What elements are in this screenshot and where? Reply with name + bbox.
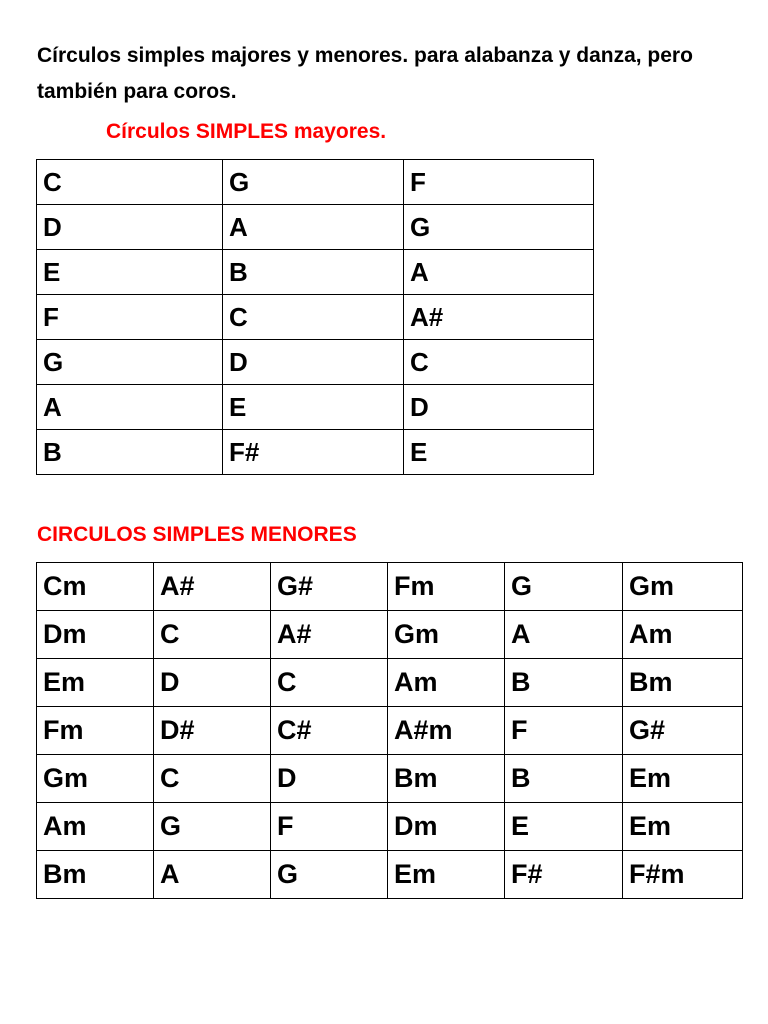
- table-row: [37, 430, 594, 475]
- chord-cell: Am: [623, 611, 743, 659]
- major-heading: Círculos SIMPLES mayores.: [106, 120, 387, 143]
- chord-cell: Am: [388, 659, 505, 707]
- chord-cell: A#: [271, 611, 388, 659]
- chord-cell: F#: [505, 851, 623, 899]
- chord-cell: E: [37, 250, 223, 295]
- chord-cell: F: [404, 160, 594, 205]
- chord-cell: E: [505, 803, 623, 851]
- chord-cell: A: [37, 385, 223, 430]
- chord-cell: G: [37, 340, 223, 385]
- table-row: [37, 611, 743, 659]
- chord-cell: Cm: [37, 563, 154, 611]
- chord-cell: A: [404, 250, 594, 295]
- table-row: [37, 205, 594, 250]
- chord-cell: B: [505, 659, 623, 707]
- chord-cell: Bm: [623, 659, 743, 707]
- chord-cell: B: [505, 755, 623, 803]
- chord-cell: Dm: [388, 803, 505, 851]
- chord-cell: D: [271, 755, 388, 803]
- chord-cell: G#: [271, 563, 388, 611]
- chord-cell: D#: [154, 707, 271, 755]
- chord-cell: D: [37, 205, 223, 250]
- table-row: [37, 659, 743, 707]
- chord-cell: Bm: [388, 755, 505, 803]
- chord-cell: Am: [37, 803, 154, 851]
- chord-cell: Em: [623, 803, 743, 851]
- chord-cell: G: [154, 803, 271, 851]
- chord-cell: D: [154, 659, 271, 707]
- chord-cell: F: [37, 295, 223, 340]
- chord-cell: Em: [388, 851, 505, 899]
- minor-heading: CIRCULOS SIMPLES MENORES: [37, 523, 357, 546]
- chord-cell: Em: [37, 659, 154, 707]
- chord-cell: E: [404, 430, 594, 475]
- chord-cell: Fm: [37, 707, 154, 755]
- chord-cell: C: [271, 659, 388, 707]
- chord-cell: Fm: [388, 563, 505, 611]
- chord-cell: G: [404, 205, 594, 250]
- table-row: [37, 295, 594, 340]
- chord-cell: G: [505, 563, 623, 611]
- table-row: [37, 851, 743, 899]
- chord-cell: A: [154, 851, 271, 899]
- chord-cell: Gm: [37, 755, 154, 803]
- chord-cell: A#: [404, 295, 594, 340]
- chord-cell: Em: [623, 755, 743, 803]
- chord-cell: C: [154, 611, 271, 659]
- table-row: [37, 563, 743, 611]
- chord-cell: Gm: [623, 563, 743, 611]
- chord-cell: D: [404, 385, 594, 430]
- chord-cell: G: [271, 851, 388, 899]
- chord-cell: C: [154, 755, 271, 803]
- chord-cell: B: [223, 250, 404, 295]
- table-row: [37, 250, 594, 295]
- chord-cell: C: [223, 295, 404, 340]
- chord-cell: F#: [223, 430, 404, 475]
- minor-chords-table: [36, 562, 743, 899]
- chord-cell: D: [223, 340, 404, 385]
- chord-cell: C: [37, 160, 223, 205]
- chord-cell: G#: [623, 707, 743, 755]
- table-row: [37, 160, 594, 205]
- table-row: [37, 803, 743, 851]
- chord-cell: C#: [271, 707, 388, 755]
- chord-cell: C: [404, 340, 594, 385]
- major-chords-table: [36, 159, 594, 475]
- chord-cell: A#: [154, 563, 271, 611]
- table-row: [37, 385, 594, 430]
- intro-text: Círculos simples majores y menores. para alabanza y danza, pero también para coros.: [37, 44, 693, 103]
- chord-cell: F: [271, 803, 388, 851]
- chord-cell: A: [223, 205, 404, 250]
- chord-cell: A#m: [388, 707, 505, 755]
- chord-cell: G: [223, 160, 404, 205]
- chord-cell: F: [505, 707, 623, 755]
- chord-cell: F#m: [623, 851, 743, 899]
- chord-cell: E: [223, 385, 404, 430]
- chord-cell: B: [37, 430, 223, 475]
- chord-cell: Bm: [37, 851, 154, 899]
- table-row: [37, 340, 594, 385]
- chord-cell: Gm: [388, 611, 505, 659]
- table-row: [37, 707, 743, 755]
- table-row: [37, 755, 743, 803]
- chord-cell: Dm: [37, 611, 154, 659]
- chord-cell: A: [505, 611, 623, 659]
